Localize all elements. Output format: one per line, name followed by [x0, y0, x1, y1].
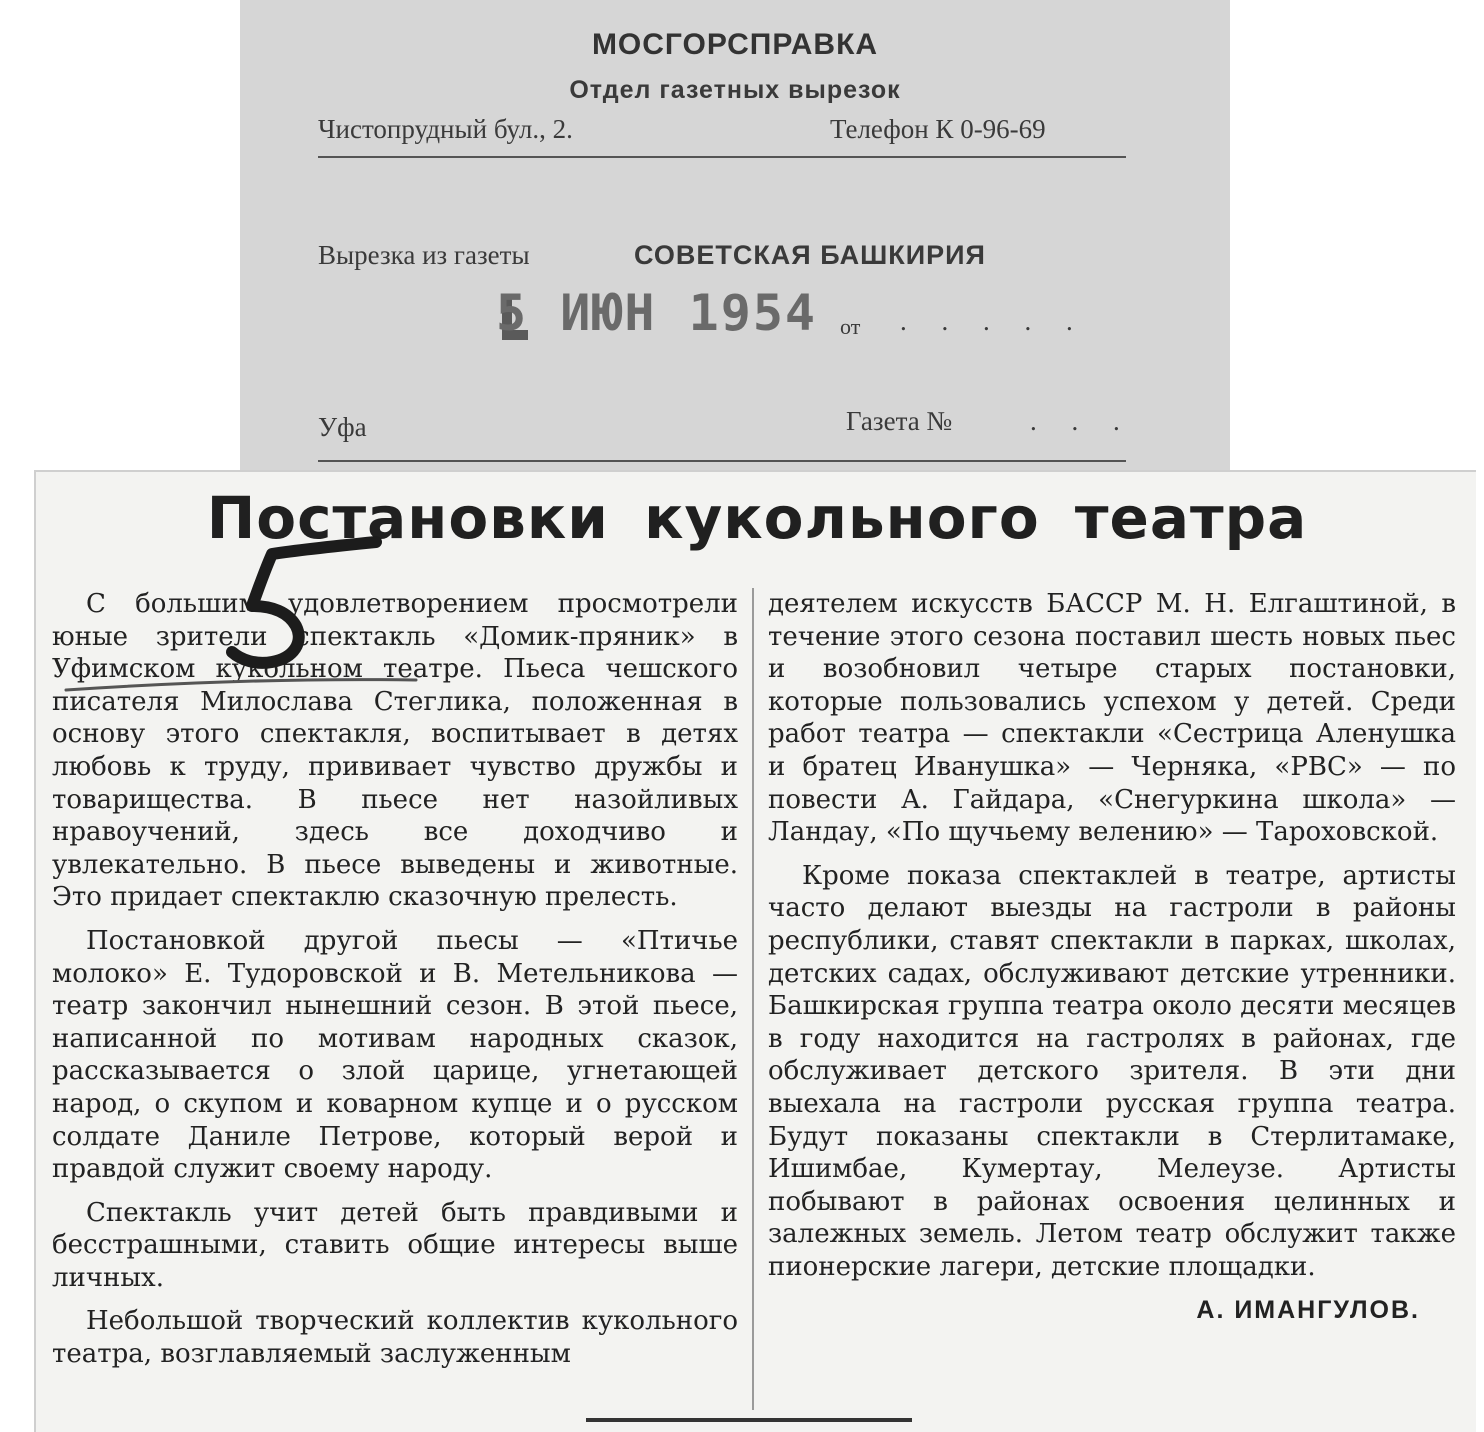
- agency-phone: Телефон К 0-96-69: [830, 114, 1046, 144]
- from-label: от: [840, 314, 861, 339]
- article-paragraph: деятелем искусств БАССР М. Н. Елгаштиной, в течение этого сезона поставил шесть новых пьес и возобновил четыре старых постановки, которые пользовались успехом у детей. Среди работ театра — спектакли «Сестрица Аленушка и братец Иванушка» — Черняка, «РВС» — по повести А. Гайдара, «Снегуркина школа» — Ландау, «По щучьему велению» — Тароховской.: [768, 589, 1456, 848]
- newspaper-name: СОВЕТСКАЯ БАШКИРИЯ: [634, 240, 986, 270]
- column-divider: [752, 588, 754, 1410]
- article-left-column: [52, 588, 738, 1382]
- department-name: Отдел газетных вырезок: [569, 76, 901, 104]
- newspaper-clipping: [34, 470, 1476, 1432]
- agency-slip: [240, 0, 1230, 470]
- article-paragraph: Постановкой другой пьесы — «Птичье молоко» Е. Тудоровской и В. Метельникова — театр закончил нынешний сезон. В этой пьесе, написанной по мотивам народных сказок, рассказывается о злой царице, угнетающей народ, о скупом и коварном купце и о русском солдате Даниле Петрове, который верой и правдой служит своему народу.: [52, 925, 738, 1185]
- from-dots: . . . . .: [900, 306, 1087, 336]
- article-end-rule: [586, 1418, 912, 1422]
- article-right-column: [768, 588, 1456, 1327]
- slip-divider: [318, 156, 1126, 158]
- date-stamp: 5 ИЮН 1954: [496, 284, 818, 342]
- city-label: Уфа: [318, 412, 367, 442]
- issue-dots: . . .: [1030, 406, 1134, 436]
- article-paragraph: Спектакль учит детей быть правдивыми и бесстрашными, ставить общие интересы выше личных.: [52, 1197, 738, 1293]
- article-headline: Постановки кукольного театра: [206, 484, 1308, 552]
- article-author: А. ИМАНГУЛОВ.: [1196, 1296, 1420, 1325]
- article-paragraph: Небольшой творческий коллектив кукольного театра, возглавляемый заслуженным: [52, 1306, 738, 1370]
- agency-address: Чистопрудный бул., 2.: [318, 114, 573, 144]
- clip-label: Вырезка из газеты: [318, 240, 530, 270]
- agency-name: МОСГОРСПРАВКА: [591, 28, 879, 61]
- article-paragraph: Кроме показа спектаклей в театре, артисты часто делают выезды на гастроли в районы республики, ставят спектакли в парках, школах, детских садах, обслуживают детские утренники. Башкирская группа театра около десяти месяцев в году находится на гастролях в районах, где обслуживает детского зрителя. В эти дни выехала на гастроли русская группа театра. Будут показаны спектакли в Стерлитамаке, Ишимбае, Кумертау, Мелеузе. Артисты побывают в районах освоения целинных и залежных земель. Летом театр обслужит также пионерские лагери, детские площадки.: [768, 860, 1456, 1282]
- issue-label: Газета №: [846, 406, 953, 436]
- slip-bottom-rule: [318, 460, 1126, 462]
- article-paragraph: С большим удовлетворением просмотрели юные зрители спектакль «Домик-пряник» в Уфимском кукольном театре. Пьеса чешского писателя Милослава Стеглика, положенная в основу этого спектакля, воспитывает в детях любовь к труду, прививает чувство дружбы и товарищества. В пьесе нет назойливых нравоучений, здесь все доходчиво и увлекательно. В пьесе выведены и животные. Это придает спектаклю сказочную прелесть.: [52, 589, 738, 913]
